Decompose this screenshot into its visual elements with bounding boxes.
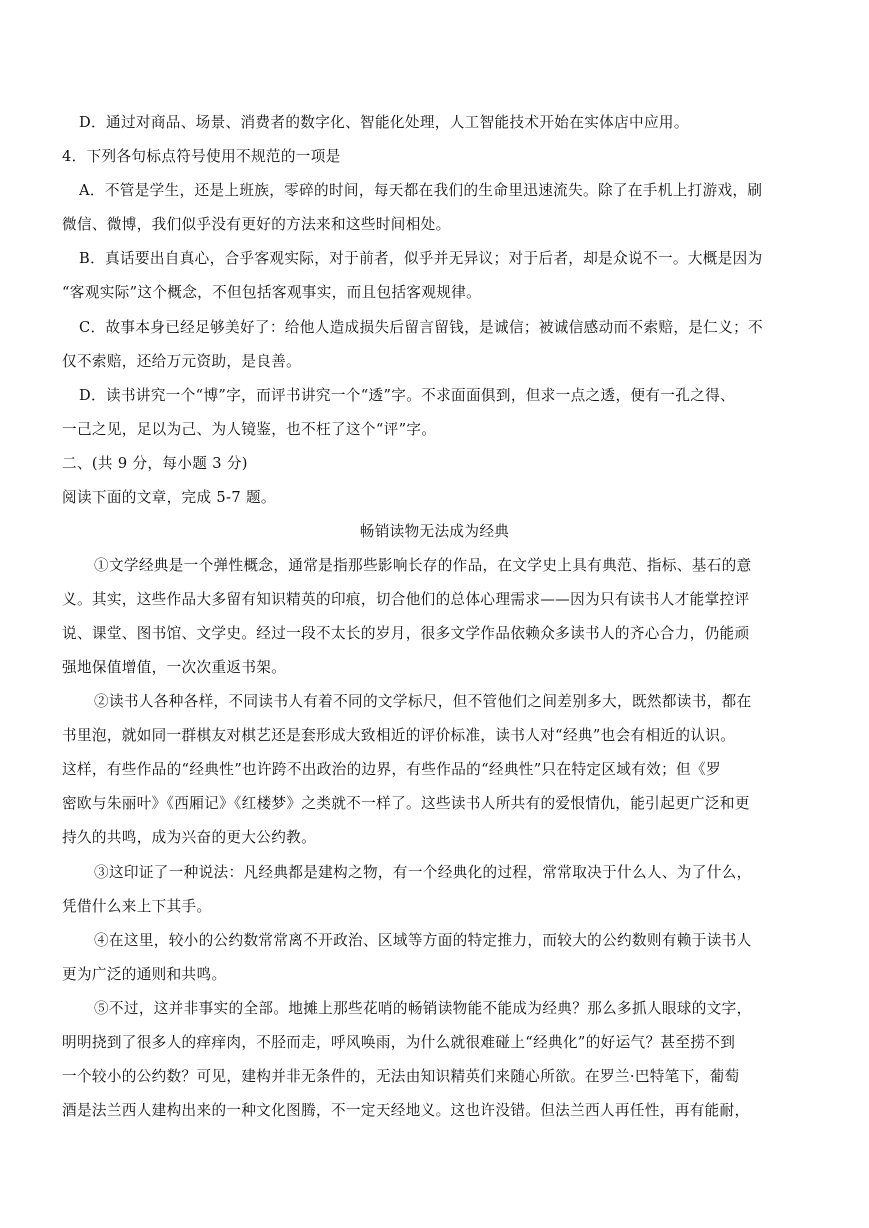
paragraph1-line1: ①文学经典是一个弹性概念，通常是指那些影响长存的作品，在文学史上具有典范、指标、基石的意: [94, 557, 752, 574]
paragraph1-line2: 义。其实，这些作品大多留有知识精英的印痕，切合他们的总体心理需求——因为只有读书人才能掌控评: [62, 591, 750, 608]
section2-instruction: 阅读下面的文章，完成 5-7 题。: [62, 489, 276, 506]
paragraph5-line2: 明明挠到了很多人的痒痒肉，不胫而走，呼风唤雨，为什么就很难碰上“经典化”的好运气？甚至捞不到: [62, 1034, 736, 1051]
question4-option-d-line1: D．读书讲究一个“博”字，而评书讲究一个“透”字。不求面面俱到，但求一点之透，便有一孔之得、: [79, 387, 735, 404]
question4-option-b-line1: B．真话要出自真心，合乎客观实际，对于前者，似乎并无异议；对于后者，却是众说不一。大概是因为: [79, 250, 763, 267]
question3-option-d: D．通过对商品、场景、消费者的数字化、智能化处理，人工智能技术开始在实体店中应用。: [79, 114, 689, 131]
paragraph5-line3: 一个较小的公约数？可见，建构并非无条件的，无法由知识精英们来随心所欲。在罗兰·巴特笔下，葡萄: [62, 1068, 740, 1085]
paragraph2-line2: 书里泡，就如同一群棋友对棋艺还是套形成大致相近的评价标准，读书人对“经典”也会有相近的认识。: [62, 727, 736, 744]
question4-option-b-line2: “客观实际”这个概念，不但包括客观事实，而且包括客观规律。: [62, 284, 482, 301]
question4-option-d-line2: 一己之见，足以为己、为人镜鉴，也不枉了这个“评”字。: [62, 421, 437, 438]
paragraph2-line1: ②读书人各种各样，不同读书人有着不同的文学标尺，但不管他们之间差别多大，既然都读书，都在: [94, 693, 752, 710]
paragraph3-line2: 凭借什么来上下其手。: [62, 898, 212, 915]
paragraph2-line3: 这样，有些作品的“经典性”也许跨不出政治的边界，有些作品的“经典性”只在特定区域有效；但《罗: [62, 761, 721, 778]
paragraph2-line5: 持久的共鸣，成为兴奋的更大公约教。: [62, 829, 317, 846]
section2-header: 二、(共 9 分，每小题 3 分): [62, 455, 248, 472]
question4-option-c-line1: C．故事本身已经足够美好了：给他人造成损失后留言留钱，是诚信；被诚信感动而不索赔，是仁义；不: [79, 319, 763, 336]
paragraph5-line1: ⑤不过，这并非事实的全部。地摊上那些花哨的畅销读物能不能成为经典？那么多抓人眼球的文字，: [94, 1000, 752, 1017]
question4-option-c-line2: 仅不索赔，还给万元资助，是良善。: [62, 353, 302, 370]
question4-stem: 4．下列各句标点符号使用不规范的一项是: [62, 148, 341, 165]
paragraph1-line3: 说、课堂、图书馆、文学史。经过一段不太长的岁月，很多文学作品依赖众多读书人的齐心合力，仍能顽: [62, 625, 750, 642]
paragraph3-line1: ③这印证了一种说法：凡经典都是建构之物，有一个经典化的过程，常常取决于什么人、为了什么，: [94, 864, 752, 881]
paragraph2-line4: 密欧与朱丽叶》《西厢记》《红楼梦》之类就不一样了。这些读书人所共有的爱恨情仇，能引起更广泛和更: [62, 795, 750, 812]
question4-option-a-line1: A．不管是学生，还是上班族，零碎的时间，每天都在我们的生命里迅速流失。除了在手机上打游戏，刷: [79, 182, 763, 199]
paragraph4-line1: ④在这里，较小的公约数常常离不开政治、区域等方面的特定推力，而较大的公约数则有赖于读书人: [94, 932, 752, 949]
paragraph1-line4: 强地保值增值，一次次重返书架。: [62, 659, 287, 676]
article-title: 畅销读物无法成为经典: [359, 523, 510, 540]
paragraph4-line2: 更为广泛的通则和共鸣。: [62, 966, 227, 983]
question4-option-a-line2: 微信、微博，我们似乎没有更好的方法来和这些时间相处。: [62, 216, 451, 233]
paragraph5-line4: 酒是法兰西人建构出来的一种文化图腾，不一定天经地义。这也许没错。但法兰西人再任性，再有能耐，: [62, 1102, 750, 1119]
